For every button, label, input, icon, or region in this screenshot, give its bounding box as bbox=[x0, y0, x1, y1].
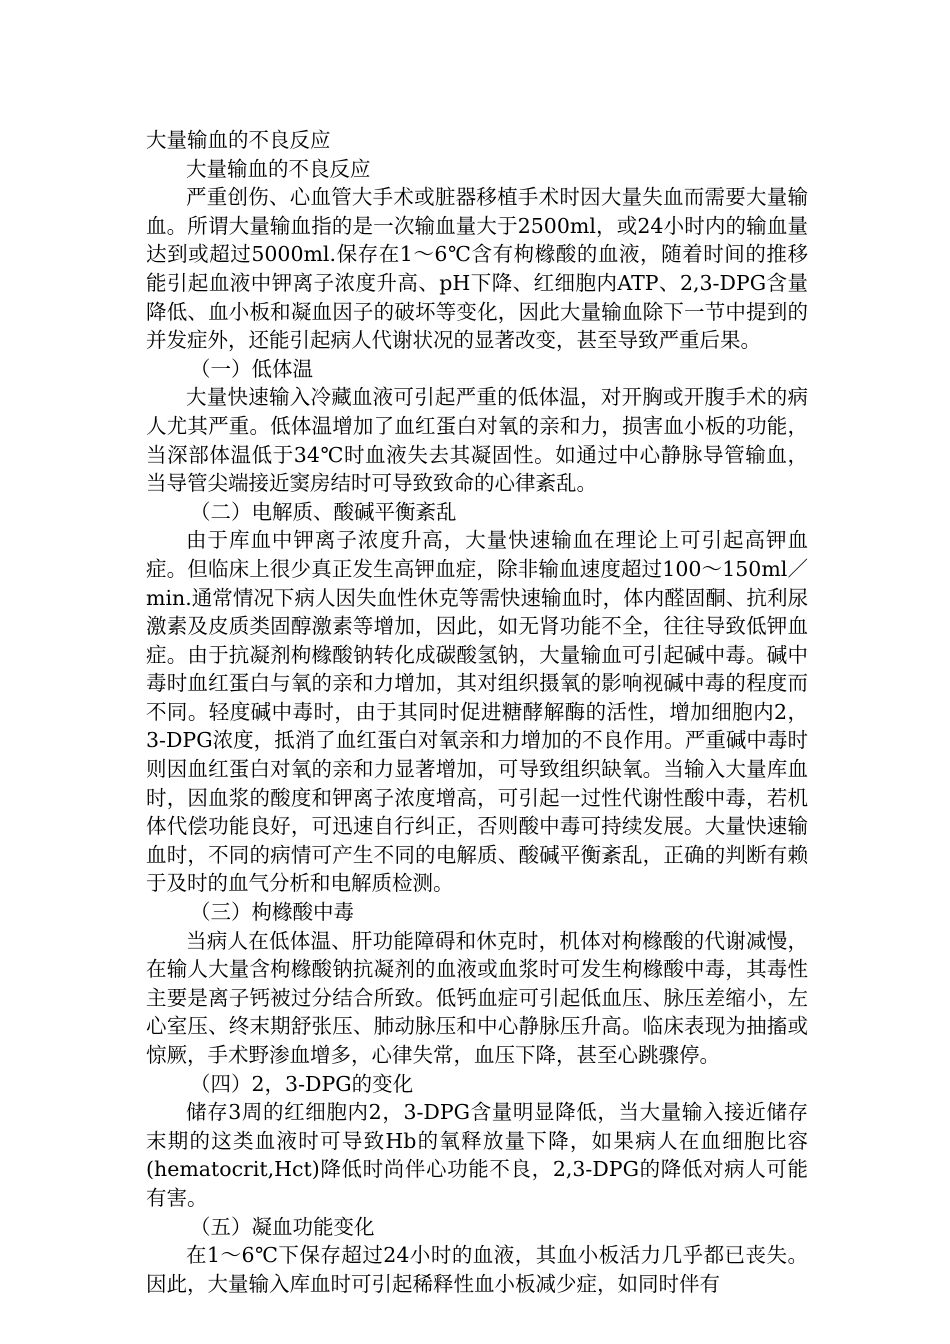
section-text-electrolyte: 由于库血中钾离子浓度升高，大量快速输血在理论上可引起高钾血症。但临床上很少真正发生高钾血症，除非输血速度超过100～150ml／min.通常情况下病人因失血性休克等需快速输血时，体内醛固酮、抗利尿激素及皮质类固醇激素等增加，因此，如无肾功能不全，往往导致低钾血症。由于抗凝剂枸橼酸钠转化成碳酸氢钠，大量输血可引起碱中毒。碱中毒时血红蛋白与氧的亲和力增加，其对组织摄氧的影响视碱中毒的程度而不同。轻度碱中毒时，由于其同时促进糖酵解酶的活性，增加细胞内2，3-DPG浓度，抵消了血红蛋白对氧亲和力增加的不良作用。严重碱中毒时则因血红蛋白对氧的亲和力显著增加，可导致组织缺氧。当输入大量库血时，因血浆的酸度和钾离子浓度增高，可引起一过性代谢性酸中毒，若机体代偿功能良好，可迅速自行纠正，否则酸中毒可持续发展。大量快速输血时，不同的病情可产生不同的电解质、酸碱平衡紊乱，正确的判断有赖于及时的血气分析和电解质检测。 bbox=[146, 528, 808, 896]
document-subtitle: 大量输血的不良反应 bbox=[186, 156, 371, 181]
section-text-hypothermia: 大量快速输入冷藏血液可引起严重的低体温，对开胸或开腹手术的病人尤其严重。低体温增加了血红蛋白对氧的亲和力，损害血小板的功能，当深部体温低于34℃时血液失去其凝固性。如通过中心静脉导管输血，当导管尖端接近窦房结时可导致致命的心律紊乱。 bbox=[146, 385, 808, 496]
intro-paragraph: 严重创伤、心血管大手术或脏器移植手术时因大量失血而需要大量输血。所谓大量输血指的是一次输血量大于2500ml，或24小时内的输血量达到或超过5000ml.保存在1～6℃含有枸橼酸的血液，随着时间的推移能引起血液中钾离子浓度升高、pH下降、红细胞内ATP、2,3-DPG含量降低、血小板和凝血因子的破坏等变化，因此大量输血除下一节中提到的并发症外，还能引起病人代谢状况的显著改变，甚至导致严重后果。 bbox=[146, 185, 808, 353]
section-text-citrate: 当病人在低体温、肝功能障碍和休克时，机体对枸橼酸的代谢减慢，在输人大量含枸橼酸钠抗凝剂的血液或血浆时可发生枸橼酸中毒，其毒性主要是离子钙被过分结合所致。低钙血症可引起低血压、脉压差缩小，左心室压、终末期舒张压、肺动脉压和中心静脉压升高。临床表现为抽搐或惊厥，手术野渗血增多，心律失常，血压下降，甚至心跳骤停。 bbox=[146, 928, 808, 1067]
section-heading-citrate: （三）枸橼酸中毒 bbox=[190, 900, 354, 925]
section-heading-hypothermia: （一）低体温 bbox=[190, 356, 313, 381]
section-heading-coagulation: （五）凝血功能变化 bbox=[190, 1214, 375, 1239]
section-heading-dpg: （四）2，3-DPG的变化 bbox=[190, 1071, 414, 1096]
section-text-dpg: 储存3周的红细胞内2，3-DPG含量明显降低，当大量输入接近储存末期的这类血液时可导致Hb的氧释放量下降，如果病人在血细胞比容(hematocrit,Hct)降低时尚伴心功能不良，2,3-DPG的降低对病人可能有害。 bbox=[146, 1100, 808, 1210]
section-heading-electrolyte: （二）电解质、酸碱平衡紊乱 bbox=[190, 499, 457, 524]
section-text-coagulation: 在1～6℃下保存超过24小时的血液，其血小板活力几乎都已丧失。因此，大量输入库血时可引起稀释性血小板减少症，如同时伴有 bbox=[146, 1243, 808, 1296]
document-title: 大量输血的不良反应 bbox=[146, 128, 331, 152]
document-page bbox=[146, 126, 808, 1298]
